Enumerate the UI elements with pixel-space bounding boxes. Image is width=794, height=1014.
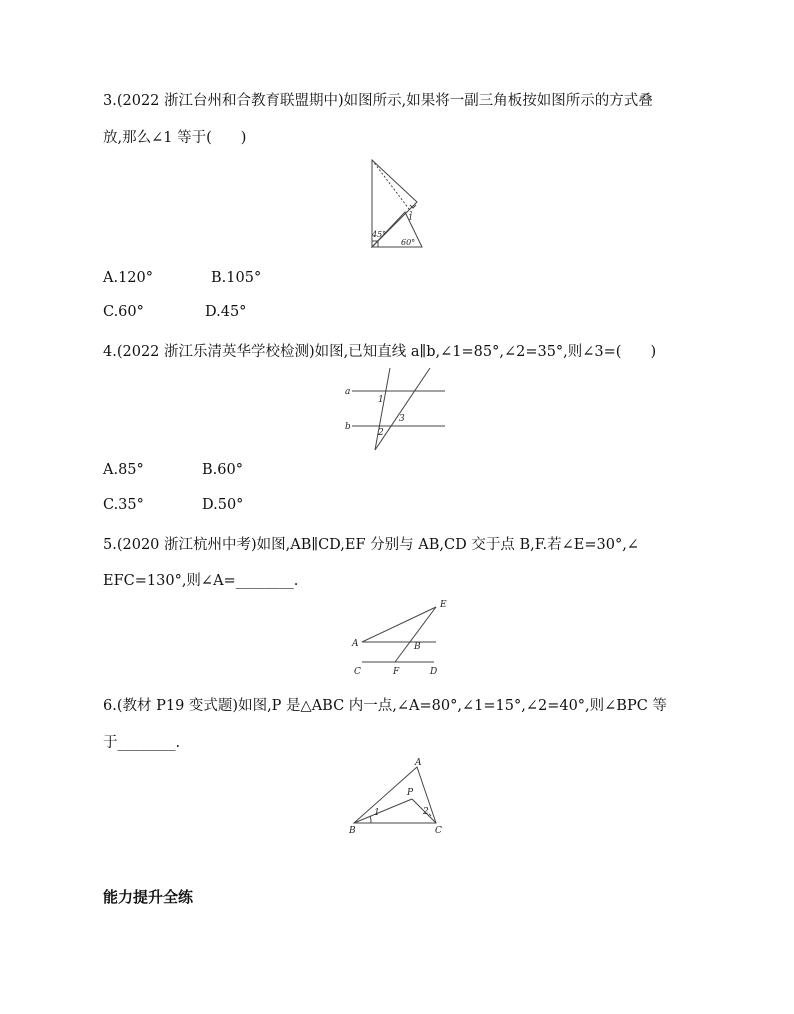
q4-label-a: a: [345, 387, 351, 397]
q3-figure-triangle-rulers: [366, 157, 426, 251]
q5-label-b: B: [414, 642, 421, 652]
section-heading: 能力提升全练: [103, 888, 194, 906]
q4-label-b: b: [345, 422, 351, 432]
q3-option-a[interactable]: A.120°: [103, 270, 154, 286]
q3-option-b[interactable]: B.105°: [211, 270, 262, 286]
q4-label-3: 3: [399, 414, 405, 424]
q5-label-f: F: [393, 667, 400, 677]
q5-segment-ef: [395, 607, 436, 662]
q6-text-line2: 于________.: [103, 735, 181, 751]
q4-option-d[interactable]: D.50°: [202, 497, 244, 513]
q6-segment-bp: [354, 799, 412, 823]
q4-text-line1: 4.(2022 浙江乐清英华学校检测)如图,已知直线 a∥b,∠1=85°,∠2=35°,则∠3=( ): [103, 344, 657, 360]
q5-label-d: D: [430, 667, 438, 677]
q4-figure-parallel-lines: [340, 366, 445, 452]
q6-label-a: A: [415, 758, 422, 768]
q6-figure-triangle: [345, 758, 450, 836]
q3-option-d[interactable]: D.45°: [205, 304, 247, 320]
q3-option-c[interactable]: C.60°: [103, 304, 144, 320]
q6-label-p: P: [407, 788, 414, 798]
q5-figure: [348, 597, 448, 677]
q4-label-2: 2: [378, 428, 384, 438]
q6-label-c: C: [435, 826, 442, 836]
q3-dashed-line: [372, 160, 412, 213]
q6-label-1: 1: [374, 808, 380, 818]
q4-option-a[interactable]: A.85°: [103, 462, 144, 478]
q4-option-b[interactable]: B.60°: [202, 462, 243, 478]
q5-text-line2: EFC=130°,则∠A=________.: [103, 573, 299, 589]
q4-label-1: 1: [378, 395, 384, 405]
q5-label-c: C: [354, 667, 361, 677]
q6-angle-arc-1: [370, 816, 371, 823]
q6-label-b: B: [349, 826, 356, 836]
q5-label-e: E: [440, 600, 447, 610]
q4-option-c[interactable]: C.35°: [103, 497, 144, 513]
q3-label-1: 1: [408, 213, 414, 222]
q6-text-line1: 6.(教材 P19 变式题)如图,P 是△ABC 内一点,∠A=80°,∠1=15°,∠2=40°,则∠BPC 等: [103, 698, 667, 714]
q5-text-line1: 5.(2020 浙江杭州中考)如图,AB∥CD,EF 分别与 AB,CD 交于点 B,F.若∠E=30°,∠: [103, 537, 639, 553]
q3-label-60: 60°: [401, 238, 416, 247]
q6-label-2: 2: [423, 807, 429, 817]
q5-segment-ae: [362, 607, 436, 642]
q3-text-line2: 放,那么∠1 等于( ): [103, 130, 247, 146]
q5-label-a: A: [352, 639, 359, 649]
q3-text-line1: 3.(2022 浙江台州和合教育联盟期中)如图所示,如果将一副三角板按如图所示的方式叠: [103, 93, 653, 109]
q3-label-45: 45°: [372, 230, 387, 239]
